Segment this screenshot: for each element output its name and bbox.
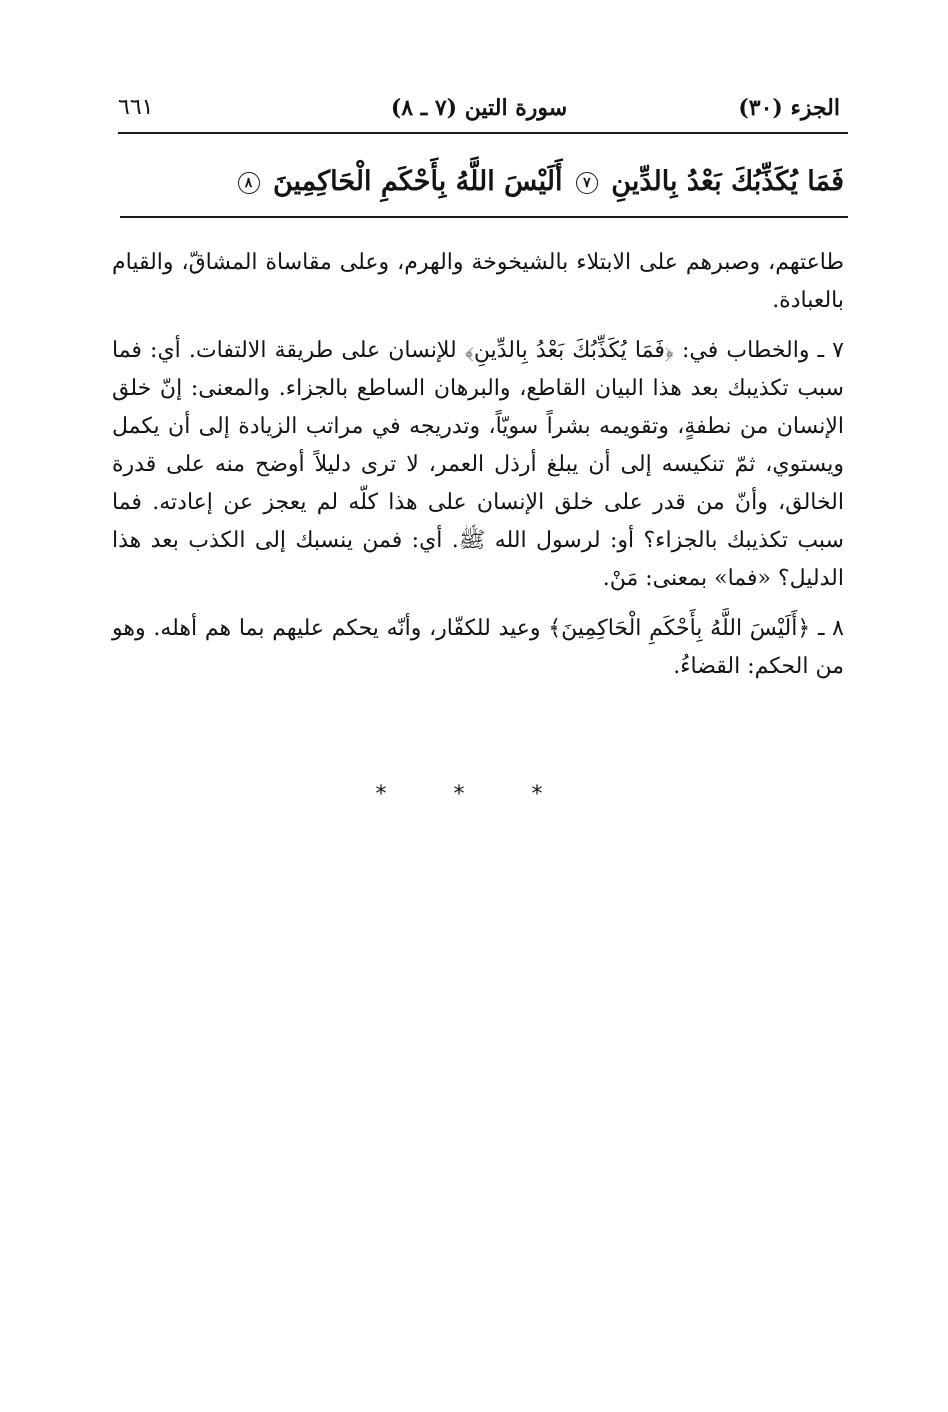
ayah-7-number: ٧	[576, 172, 598, 194]
page-header	[118, 86, 840, 130]
ayah-8-text: أَلَيْسَ اللَّهُ بِأَحْكَمِ الْحَاكِمِينَ	[272, 166, 563, 197]
juz-label: الجزء (٣٠)	[738, 95, 840, 121]
surah-title: سورة التين (٧ ـ ٨)	[390, 95, 568, 121]
paragraph-1: طاعتهم، وصبرهم على الابتلاء بالشيخوخة والهرم، وعلى مقاساة المشاقّ، والقيام بالعبادة.	[112, 250, 844, 313]
ayah-8-number: ٨	[238, 172, 260, 194]
paragraph-2: ٧ ـ والخطاب في: ﴿فَمَا يُكَذِّبُكَ بَعْدُ بِالدِّينِ﴾ للإنسان على طريقة الالتفات. أي: فما سبب تكذيبك بعد هذا البيان القاطع، والبرهان الساطع بالجزاء. والمعنى: إنّ خلق الإنسان من نطفةٍ، وتقويمه بشراً سويّاً، وتدريجه في مراتب الزيادة إلى أن يكمل ويستوي، ثمّ تنكيسه إلى أن يبلغ أرذل العمر، لا ترى دليلاً أوضح منه على قدرة الخالق، وأنّ من قدر على خلق الإنسان على هذا كلّه لم يعجز عن إعادته. فما سبب تكذيبك بالجزاء؟ أو: لرسول الله ﷺ. أي: فمن ينسبك إلى الكذب بعد هذا الدليل؟ «فما» بمعنى: مَنْ.	[112, 338, 844, 591]
page-number: ٦٦١	[118, 95, 154, 120]
commentary-body	[112, 244, 844, 698]
verse-divider	[120, 216, 848, 218]
quran-verse-line	[120, 150, 844, 214]
paragraph-3: ٨ ـ ﴿أَلَيْسَ اللَّهُ بِأَحْكَمِ الْحَاكِمِينَ﴾ وعيد للكفّار، وأنّه يحكم عليهم بما هم أهله. وهو من الحكم: القضاءُ.	[112, 616, 844, 679]
ayah-7-text: فَمَا يُكَذِّبُكَ بَعْدُ بِالدِّينِ	[611, 166, 844, 197]
section-separator: * * *	[375, 782, 573, 807]
header-divider	[118, 132, 848, 134]
